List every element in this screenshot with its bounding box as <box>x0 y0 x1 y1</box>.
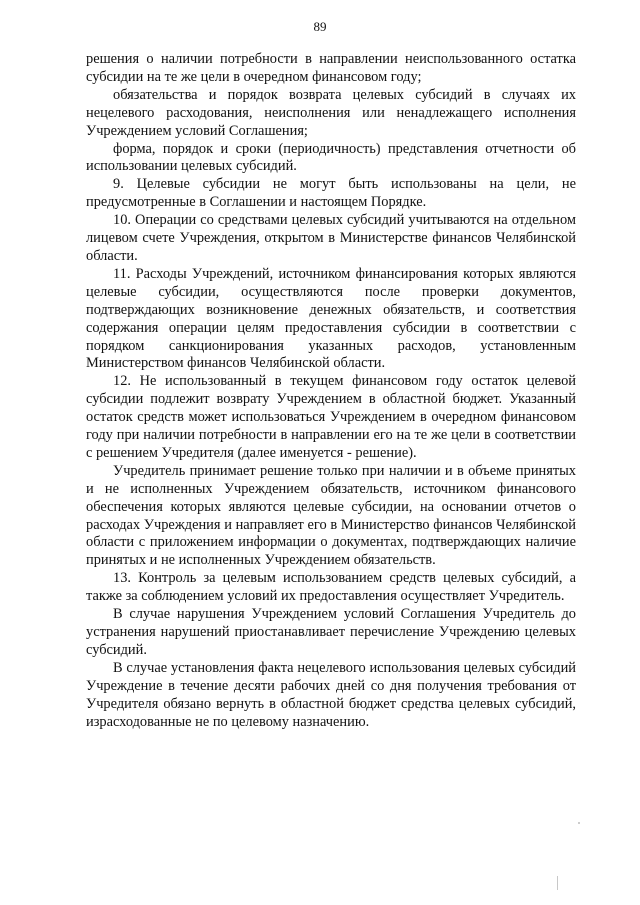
scan-margin-mark <box>557 876 558 890</box>
paragraph-item-12: 12. Не использованный в текущем финансовом году остаток целевой субсидии подлежит возврату Учреждением в областной бюджет. Указанный остаток средств может использоваться Учреждением в очередном финансовом году при наличии потребности в направлении его на те же цели в соответствии с решением Учредителя (далее именуется - решение). <box>86 373 576 461</box>
paragraph-item-11: 11. Расходы Учреждений, источником финансирования которых являются целевые субсидии, осуществляются после проверки документов, подтверждающих возникновение денежных обязательств, и соответствия содержания операции целям предоставления субсидии в соответствии с порядком санкционирования указанных расходов, установленным Министерством финансов Челябинской области. <box>86 265 576 372</box>
paragraph-item-13: 13. Контроль за целевым использованием средств целевых субсидий, а также за соблюдением условий их предоставления осуществляет Учредитель. <box>86 570 576 605</box>
paragraph-item-10: 10. Операции со средствами целевых субсидий учитываются на отдельном лицевом счете Учреждения, открытом в Министерстве финансов Челябинской области. <box>86 212 576 264</box>
scan-speck <box>578 822 580 824</box>
paragraph-founder-decision: Учредитель принимает решение только при наличии и в объеме принятых и не исполненных Учреждением обязательств, источником финансового обеспечения которых являются целевые субсидии, на основании отчетов о расходах Учреждения и направляет его в Министерство финансов Челябинской области с приложением информации о документах, подтверждающих наличие принятых и не исполненных Учреждением обязательств. <box>86 462 576 569</box>
page-number: 89 <box>313 19 327 34</box>
paragraph-misuse-refund: В случае установления факта нецелевого использования целевых субсидий Учреждение в течение десяти рабочих дней со дня получения требования от Учредителя обязано вернуть в областной бюджет средства целевых субсидий, израсходованные не по целевому назначению. <box>86 659 576 730</box>
paragraph-continuation: решения о наличии потребности в направлении неиспользованного остатка субсидии на те же цели в очередном финансовом году; <box>86 51 576 85</box>
paragraph-obligations-return: обязательства и порядок возврата целевых субсидий в случаях их нецелевого расходования, неисполнения или ненадлежащего исполнения Учреждением условий Соглашения; <box>86 86 576 139</box>
document-body <box>86 51 576 731</box>
paragraph-violation-suspension: В случае нарушения Учреждением условий Соглашения Учредитель до устранения нарушений приостанавливает перечисление Учреждению целевых субсидий. <box>86 606 576 658</box>
paragraph-reporting-form: форма, порядок и сроки (периодичность) представления отчетности об использовании целевых субсидий. <box>86 140 576 175</box>
paragraph-item-9: 9. Целевые субсидии не могут быть использованы на цели, не предусмотренные в Соглашении и настоящем Порядке. <box>86 176 576 211</box>
